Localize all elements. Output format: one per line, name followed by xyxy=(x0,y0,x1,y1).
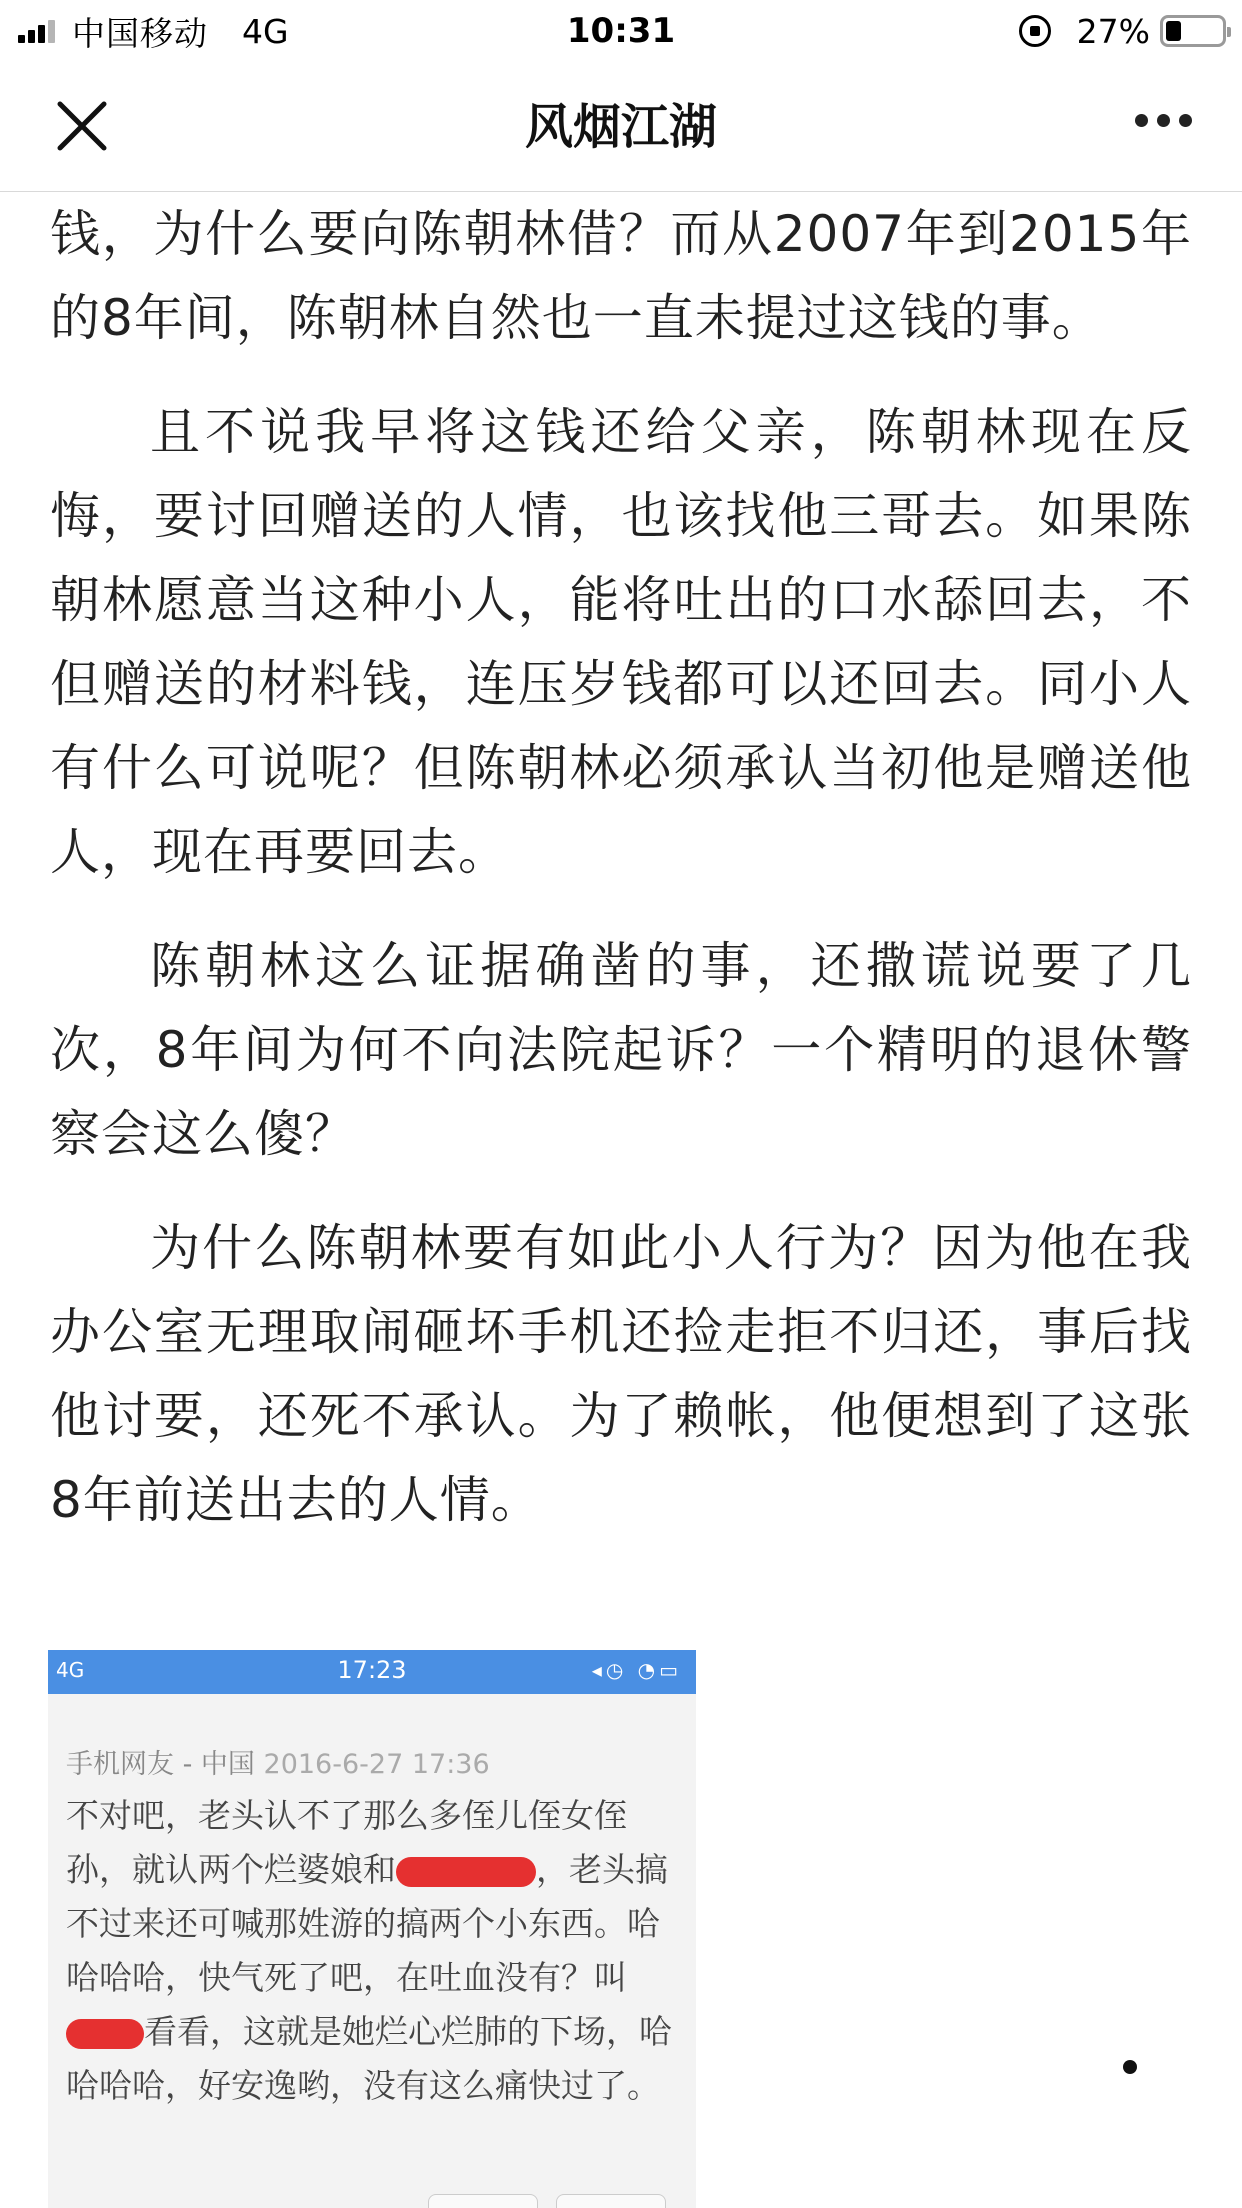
embedded-status-bar xyxy=(48,1650,696,1694)
battery-icon xyxy=(1160,15,1226,47)
carrier-name: 中国移动 xyxy=(72,13,208,53)
article-paragraph: 钱，为什么要向陈朝林借？而从2007年到2015年的8年间，陈朝林自然也一直未提过这钱的事。 xyxy=(50,205,1192,347)
embedded-text-1: 不对吧，老头认不了那么多侄儿侄女侄孙，就认两个烂婆娘和 xyxy=(66,1796,627,1889)
article-paragraph: 为什么陈朝林要有如此小人行为？因为他在我办公室无理取闹砸坏手机还捡走拒不归还，事后找他讨要，还死不承认。为了赖帐，他便想到了这张8年前送出去的人情。 xyxy=(50,1219,1192,1529)
embedded-comment-meta xyxy=(66,1742,696,1781)
embedded-text-2: ，老头搞不过来还可喊那姓游的搞两个小东西。哈哈哈哈，快气死了吧，在吐血没有？叫 xyxy=(66,1850,668,1997)
more-button[interactable] xyxy=(1126,114,1192,127)
embedded-author: 手机网友 - 中国 xyxy=(66,1749,255,1780)
battery-percent: 27% xyxy=(1076,11,1150,51)
more-icon-dot xyxy=(1179,114,1192,127)
network-type: 4G xyxy=(242,11,289,51)
embedded-date: 2016-6-27 17:36 xyxy=(263,1749,490,1780)
nav-bar xyxy=(0,62,1242,192)
article-paragraph: 陈朝林这么证据确凿的事，还撒谎说要了几次，8年间为何不向法院起诉？一个精明的退休警察会这么傻？ xyxy=(50,937,1192,1163)
status-bar xyxy=(0,0,1242,62)
embedded-screenshot[interactable] xyxy=(48,1650,696,2208)
embedded-button xyxy=(556,2194,666,2208)
embedded-time: 17:23 xyxy=(337,1656,407,1684)
page-title: 风烟江湖 xyxy=(524,99,717,155)
orientation-lock-icon xyxy=(1019,15,1051,47)
embedded-status-icons: ◂◷ ◔▭ xyxy=(591,1658,682,1682)
status-right xyxy=(1019,8,1226,54)
embedded-buttons xyxy=(428,2194,684,2208)
status-time: 10:31 xyxy=(566,11,676,51)
embedded-text-3: 看看，这就是她烂心烂肺的下场，哈哈哈哈，好安逸哟，没有这么痛快过了。 xyxy=(66,2012,672,2105)
spinner-dot xyxy=(1123,2060,1137,2074)
more-icon-dot xyxy=(1157,114,1170,127)
embedded-network: 4G xyxy=(56,1658,85,1682)
redaction-mark xyxy=(66,2019,144,2049)
article-body xyxy=(50,192,1192,1572)
article-paragraph: 且不说我早将这钱还给父亲，陈朝林现在反悔，要讨回赠送的人情，也该找他三哥去。如果陈朝林愿意当这种小人，能将吐出的口水舔回去，不但赠送的材料钱，连压岁钱都可以还回去。同小人有什么可说呢？但陈朝林必须承认当初他是赠送他人，现在再要回去。 xyxy=(50,403,1192,881)
embedded-button xyxy=(428,2194,538,2208)
redaction-mark xyxy=(396,1857,536,1887)
embedded-comment-text xyxy=(66,1789,678,2113)
more-icon xyxy=(1135,114,1148,127)
battery-fill xyxy=(1166,21,1181,41)
